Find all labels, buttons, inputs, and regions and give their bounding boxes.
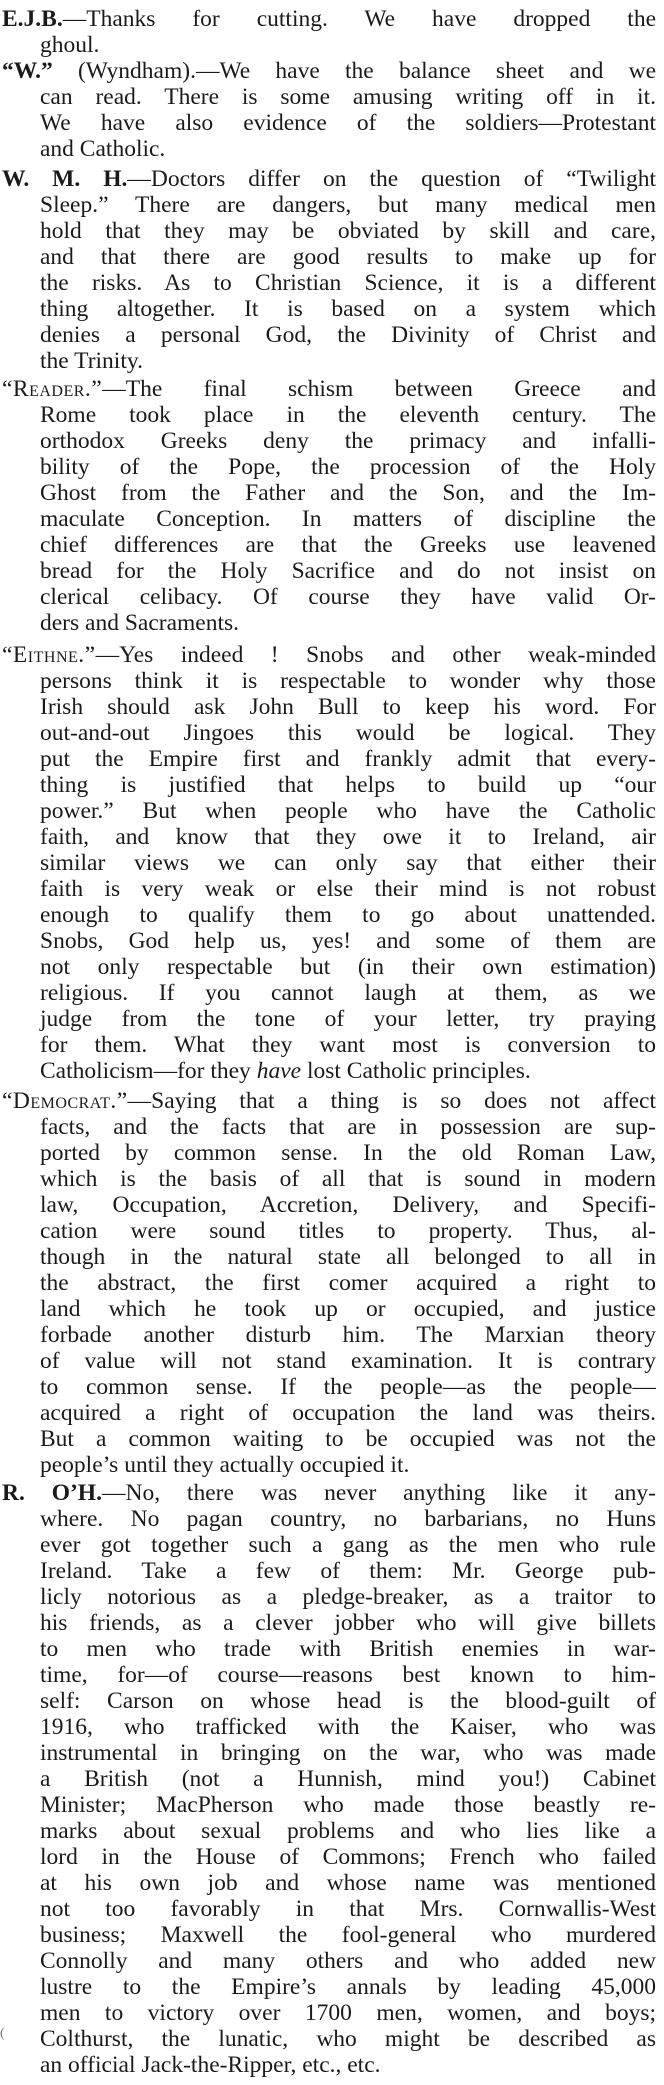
answer-text: Catholicism—for they have lost Catholic principles. [40,1058,531,1084]
answer-text: —Thanks for cutting. We have dropped the [62,6,656,32]
answer-line [2,480,656,506]
correspondent-answer [2,642,656,1084]
correspondent-name: W. M. H. [2,166,128,192]
answer-text: ever got together such a gang as the men who rule [40,1532,656,1558]
answer-text: instrumental in bringing on the war, who was made [40,1740,656,1766]
answer-first-line [2,376,656,402]
answer-text: land which he took up or occupied, and justice [40,1296,656,1322]
answer-text: Connolly and many others and who added new [40,1948,656,1974]
answer-line [2,1218,656,1244]
answer-text: and Catholic. [40,136,166,162]
correspondent-answer [2,1088,656,1478]
answer-text: We have also evidence of the soldiers—Protestant [40,110,656,136]
answer-line [2,1688,656,1714]
answer-line [2,218,656,244]
answer-line [2,1558,656,1584]
answer-line [2,1114,656,1140]
margin-mark: ( [0,2026,5,2041]
answer-line [2,954,656,980]
answer-line [2,1766,656,1792]
answer-text: time, for—of course—reasons best known to him- [40,1662,656,1688]
answer-line [2,694,656,720]
answer-text: cation were sound titles to property. Thus, al- [40,1218,656,1244]
correspondent-answer [2,6,656,58]
answer-line [2,322,656,348]
answer-text: men to victory over 1700 men, women, and boys; [40,2000,656,2026]
answer-text: judge from the tone of your letter, try praying [40,1006,656,1032]
answer-line [2,876,656,902]
answer-line [2,296,656,322]
answer-line [2,1426,656,1452]
answer-text: —Yes indeed ! Snobs and other weak-minded [95,642,656,668]
correspondent-name: E.J.B. [2,6,63,32]
answer-text: to men who trade with British enemies in war- [40,1636,656,1662]
answer-first-line [2,642,656,668]
answer-text: Irish should ask John Bull to keep his word. For [40,694,656,720]
answer-line [2,84,656,110]
answer-line [2,1948,656,1974]
answer-line [2,506,656,532]
answer-line [2,1058,656,1084]
answer-line [2,746,656,772]
answer-line [2,1452,656,1478]
answer-first-line [2,58,656,84]
answer-text: where. No pagan country, no barbarians, no Huns [40,1506,656,1532]
answer-text: not too favorably in that Mrs. Cornwallis-West [40,1896,656,1922]
answer-line [2,1818,656,1844]
answer-line [2,2052,656,2078]
answer-line [2,428,656,454]
answer-text: (Wyndham).—We have the balance sheet and we [52,58,656,84]
answer-text: But a common waiting to be occupied was not the [40,1426,656,1452]
answer-line [2,668,656,694]
answer-line [2,720,656,746]
answer-text: people’s until they actually occupied it. [40,1452,410,1478]
answer-text: a British (not a Hunnish, mind you!) Cabinet [40,1766,656,1792]
answer-text: —Doctors differ on the question of “Twilight [127,166,656,192]
answer-line [2,928,656,954]
answer-line [2,584,656,610]
answer-text: business; Maxwell the fool-general who murdered [40,1922,656,1948]
correspondent-name: “Reader.” [2,376,103,402]
answer-line [2,1714,656,1740]
answer-text: power.” But when people who have the Catholic [40,798,656,824]
answer-line [2,1636,656,1662]
answer-text: faith, and know that they owe it to Ireland, air [40,824,656,850]
answer-text: can read. There is some amusing writing off in it. [40,84,656,110]
answer-line [2,244,656,270]
answer-text: bread for the Holy Sacrifice and do not insist on [40,558,656,584]
correspondent-name: “Democrat.” [2,1088,128,1114]
answer-line [2,402,656,428]
answer-text: at his own job and whose name was mentioned [40,1870,656,1896]
answer-text: put the Empire first and frankly admit that every- [40,746,656,772]
answer-text: 1916, who trafficked with the Kaiser, who was [40,1714,656,1740]
answer-line [2,348,656,374]
answer-line [2,1974,656,2000]
correspondent-answer [2,58,656,162]
answer-text: which is the basis of all that is sound in modern [40,1166,656,1192]
answer-text: —No, there was never anything like it any- [101,1480,656,1506]
answer-text: the risks. As to Christian Science, it is a different [40,270,656,296]
answer-text: Rome took place in the eleventh century. The [40,402,656,428]
answer-text: of value will not stand examination. It is contrary [40,1348,656,1374]
answer-text: Snobs, God help us, yes! and some of them are [40,928,656,954]
correspondent-answer [2,376,656,636]
answer-line [2,1610,656,1636]
answer-line [2,1006,656,1032]
answer-line [2,798,656,824]
answer-line [2,1322,656,1348]
answer-line [2,532,656,558]
correspondent-answer [2,1480,656,2078]
answer-text: hold that they may be obviated by skill and care, [40,218,656,244]
answer-line [2,610,656,636]
answer-line [2,32,656,58]
answer-text: self: Carson on whose head is the blood-guilt of [40,1688,656,1714]
answer-text: religious. If you cannot laugh at them, as we [40,980,656,1006]
answer-text: similar views we can only say that either their [40,850,656,876]
answer-text: ghoul. [40,32,100,58]
answer-text: law, Occupation, Accretion, Delivery, and Specifi- [40,1192,656,1218]
answer-text: ders and Sacraments. [40,610,240,636]
answer-text: maculate Conception. In matters of discipline the [40,506,656,532]
answer-text: forbade another disturb him. The Marxian theory [40,1322,656,1348]
answer-line [2,980,656,1006]
answer-first-line [2,166,656,192]
answer-line [2,824,656,850]
answer-text: marks about sexual problems and who lies like a [40,1818,656,1844]
answer-line [2,1584,656,1610]
answer-line [2,110,656,136]
answer-line [2,1244,656,1270]
answer-text: —The final schism between Greece and [102,376,656,402]
answer-line [2,1792,656,1818]
answer-line [2,1870,656,1896]
answer-line [2,1740,656,1766]
answer-line [2,1662,656,1688]
answer-text: the abstract, the first comer acquired a right to [40,1270,656,1296]
answer-text: though in the natural state all belonged to all in [40,1244,656,1270]
answer-text: his friends, as a clever jobber who will give billets [40,1610,656,1636]
answer-text: ported by common sense. In the old Roman Law, [40,1140,656,1166]
answer-line [2,1844,656,1870]
answer-line [2,1166,656,1192]
answer-text: out-and-out Jingoes this would be logical. They [40,720,656,746]
answer-line [2,1296,656,1322]
answer-text: Colthurst, the lunatic, who might be described as [40,2026,656,2052]
emphasis-text: have [256,1058,302,1084]
answer-text: for them. What they want most is conversion to [40,1032,656,1058]
correspondent-name: “W.” [2,58,53,84]
answer-text: chief differences are that the Greeks use leavened [40,532,656,558]
answer-text: Sleep.” There are dangers, but many medical men [40,192,656,218]
answer-line [2,2000,656,2026]
answer-text: orthodox Greeks deny the primacy and infalli- [40,428,656,454]
answer-text: thing altogether. It is based on a system which [40,296,656,322]
answer-text: bility of the Pope, the procession of the Holy [40,454,656,480]
answer-line [2,136,656,162]
answer-first-line [2,6,656,32]
answer-line [2,1374,656,1400]
answer-line [2,1348,656,1374]
answer-text: not only respectable but (in their own estimation) [40,954,656,980]
answer-text: clerical celibacy. Of course they have valid Or- [40,584,656,610]
correspondent-name: R. O’H. [2,1480,102,1506]
answer-text: enough to qualify them to go about unattended. [40,902,656,928]
answer-text: lustre to the Empire’s annals by leading 45,000 [40,1974,656,2000]
answer-line [2,270,656,296]
answer-text: thing is justified that helps to build up “our [40,772,656,798]
answer-line [2,1896,656,1922]
answer-text: Ireland. Take a few of them: Mr. George pub- [40,1558,656,1584]
answer-line [2,1922,656,1948]
answer-line [2,1400,656,1426]
answer-line [2,1032,656,1058]
answer-text: lord in the House of Commons; French who failed [40,1844,656,1870]
answer-line [2,192,656,218]
answer-line [2,1532,656,1558]
correspondent-name: “Eithne.” [2,642,96,668]
answer-text: persons think it is respectable to wonder why those [40,668,656,694]
answer-first-line [2,1480,656,1506]
answer-line [2,1192,656,1218]
answer-line [2,2026,656,2052]
answer-text: acquired a right of occupation the land was theirs. [40,1400,656,1426]
answer-line [2,558,656,584]
answer-text: to common sense. If the people—as the people— [40,1374,656,1400]
answer-text: facts, and the facts that are in possession are sup- [40,1114,656,1140]
answer-text: the Trinity. [40,348,143,374]
answer-text: denies a personal God, the Divinity of Christ and [40,322,656,348]
answer-line [2,850,656,876]
answer-text: Minister; MacPherson who made those beastly re- [40,1792,656,1818]
answer-text: licly notorious as a pledge-breaker, as a traitor to [40,1584,656,1610]
correspondent-answer [2,166,656,374]
answer-text: and that there are good results to make up for [40,244,656,270]
answer-text: Ghost from the Father and the Son, and the Im- [40,480,656,506]
answer-first-line [2,1088,656,1114]
answer-line [2,1270,656,1296]
answer-line [2,772,656,798]
answer-text: —Saying that a thing is so does not affect [127,1088,656,1114]
answer-line [2,1506,656,1532]
answer-line [2,1140,656,1166]
answer-text: faith is very weak or else their mind is not robust [40,876,656,902]
answer-text: an official Jack-the-Ripper, etc., etc. [40,2052,381,2078]
answer-line [2,454,656,480]
answer-line [2,902,656,928]
